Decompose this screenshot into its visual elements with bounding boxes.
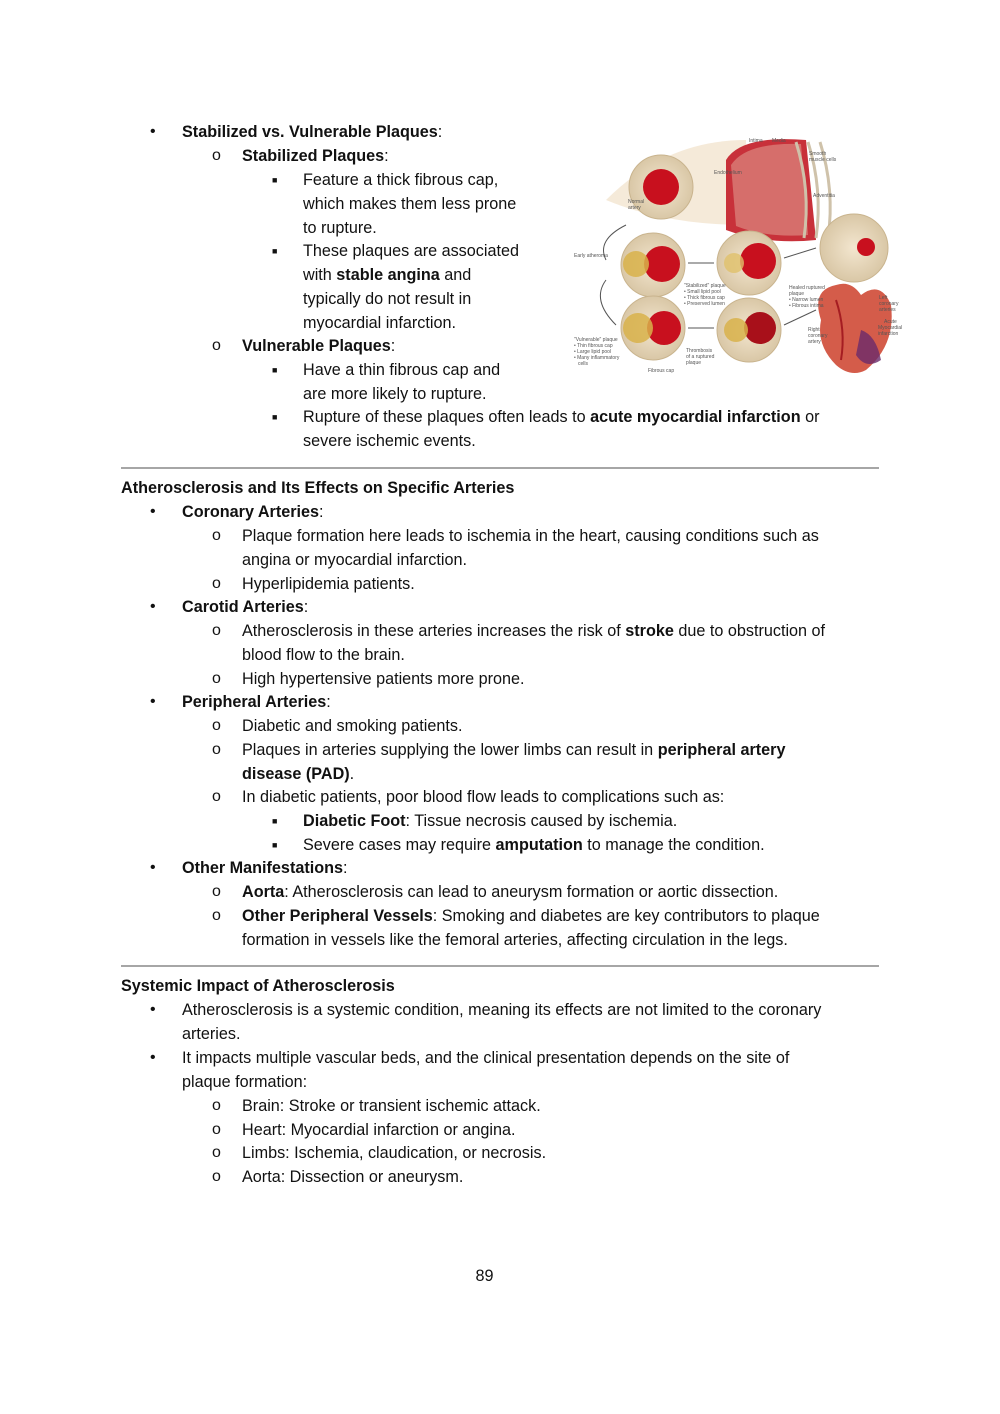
fig-label-healed-2: plaque (789, 291, 805, 297)
vulnerable-point-2-line-1: Rupture of these plaques often leads to acute myocardial infarction or (303, 408, 820, 426)
fig-label-vulnerable-4: • Many inflammatory (574, 355, 620, 361)
vulnerable-point-2-line-2: severe ischemic events. (303, 432, 476, 450)
diabetic-foot: Diabetic Foot: Tissue necrosis caused by ischemia. (303, 812, 678, 830)
peripheral-1: Diabetic and smoking patients. (242, 717, 463, 735)
bullet-circle: o (212, 1168, 221, 1185)
opv-line-1: Other Peripheral Vessels: Smoking and diabetes are key contributors to plaque (242, 907, 820, 925)
fig-label-thrombosis-1: Thrombosis (686, 348, 713, 354)
fig-label-right-coronary-1: Right (808, 327, 820, 333)
stabilized-point-1-line-1: Feature a thick fibrous cap, (303, 171, 499, 189)
aorta-item: Aorta: Atherosclerosis can lead to aneurysm formation or aortic dissection. (242, 883, 779, 901)
carotid-1-line-2: blood flow to the brain. (242, 646, 405, 664)
coronary-1-line-2: angina or myocardial infarction. (242, 551, 467, 569)
bullet-circle: o (212, 907, 221, 924)
fig-label-healed-4: • Fibrous intima (789, 303, 824, 309)
fig-label-left-coronary-1: Left (879, 295, 888, 301)
systemic-p2-line-2: plaque formation: (182, 1073, 308, 1091)
section-divider (121, 467, 879, 469)
fig-label-vulnerable-1: "Vulnerable" plaque (574, 337, 618, 343)
bullet-disc: • (150, 598, 156, 615)
bullet-circle: o (212, 883, 221, 900)
vulnerable-point-1-line-2: are more likely to rupture. (303, 385, 487, 403)
amputation: Severe cases may require amputation to manage the condition. (303, 836, 765, 854)
fig-label-vulnerable-3: • Large lipid pool (574, 349, 612, 355)
vulnerable-title: Vulnerable Plaques: (242, 337, 396, 355)
fig-label-smooth-1: Smooth (809, 151, 827, 157)
fig-label-ami-1: Acute (884, 319, 897, 325)
stabilized-point-2-line-4: myocardial infarction. (303, 314, 456, 332)
fig-label-thrombosis-2: of a ruptured (686, 354, 715, 360)
fig-label-left-coronary-2: coronary (879, 301, 899, 307)
other-title: Other Manifestations: (182, 859, 348, 877)
coronary-2: Hyperlipidemia patients. (242, 575, 415, 593)
fig-label-stabilized-2: • Small lipid pool (684, 289, 721, 295)
bullet-square: ■ (272, 412, 278, 422)
bullet-square: ■ (272, 840, 278, 850)
fig-label-ami-3: infarction (878, 331, 899, 337)
bullet-disc: • (150, 503, 156, 520)
fig-label-stabilized-3: • Thick fibrous cap (684, 295, 725, 301)
systemic-p2-line-1: It impacts multiple vascular beds, and the clinical presentation depends on the site of (182, 1049, 790, 1067)
peripheral-3: In diabetic patients, poor blood flow leads to complications such as: (242, 788, 725, 806)
bullet-circle: o (212, 527, 221, 544)
fig-label-vulnerable-5: cells (578, 361, 589, 367)
section-divider (121, 965, 879, 967)
systemic-p1-line-1: Atherosclerosis is a systemic condition, meaning its effects are not limited to the coronary (182, 1001, 822, 1019)
fig-label-early: Early atheroma (574, 253, 608, 259)
arteries-heading: Atherosclerosis and Its Effects on Specific Arteries (121, 479, 515, 497)
systemic-item: Limbs: Ischemia, claudication, or necrosis. (242, 1144, 547, 1162)
bullet-square: ■ (272, 816, 278, 826)
fig-label-vulnerable-2: • Thin fibrous cap (574, 343, 613, 349)
systemic-heading: Systemic Impact of Atherosclerosis (121, 977, 395, 995)
bullet-circle: o (212, 1097, 221, 1114)
bullet-disc: • (150, 1001, 156, 1018)
plaques-title: Stabilized vs. Vulnerable Plaques: (182, 123, 443, 141)
bullet-circle: o (212, 337, 221, 354)
stabilized-point-2-line-3: typically do not result in (303, 290, 472, 308)
vulnerable-point-1-line-1: Have a thin fibrous cap and (303, 361, 501, 379)
bullet-circle: o (212, 1144, 221, 1161)
fig-label-right-coronary-2: coronary (808, 333, 828, 339)
fig-label-thrombosis-3: plaque (686, 360, 702, 366)
bullet-circle: o (212, 575, 221, 592)
bullet-circle: o (212, 147, 221, 164)
stabilized-point-1-line-2: which makes them less prone (303, 195, 517, 213)
bullet-disc: • (150, 123, 156, 140)
fig-label-left-coronary-3: arteries (879, 307, 896, 313)
fig-label-ami-2: Myocardial (878, 325, 903, 331)
systemic-item: Brain: Stroke or transient ischemic attack. (242, 1097, 541, 1115)
fig-label-healed-1: Healed ruptured (789, 285, 825, 291)
fig-label-media: Media (772, 138, 786, 144)
fig-label-stabilized-1: "Stabilized" plaque (684, 283, 726, 289)
fig-label-normal-2: artery (628, 205, 641, 211)
bullet-square: ■ (272, 175, 278, 185)
systemic-p1-line-2: arteries. (182, 1025, 241, 1043)
bullet-disc: • (150, 693, 156, 710)
stabilized-point-1-line-3: to rupture. (303, 219, 377, 237)
bullet-circle: o (212, 622, 221, 639)
opv-line-2: formation in vessels like the femoral arteries, affecting circulation in the legs. (242, 931, 788, 949)
fig-label-adventitia: Adventitia (813, 193, 835, 199)
peripheral-2-line-2: disease (PAD). (242, 765, 355, 783)
fig-label-fibrous-cap: Fibrous cap (648, 368, 675, 374)
peripheral-title: Peripheral Arteries: (182, 693, 331, 711)
bullet-square: ■ (272, 246, 278, 256)
fig-label-stabilized-4: • Preserved lumen (684, 301, 725, 307)
page-number: 89 (475, 1267, 494, 1285)
fig-label-healed-3: • Narrow lumen (789, 297, 824, 303)
fig-label-right-coronary-3: artery (808, 339, 821, 345)
fig-label-intima: Intima (749, 138, 763, 144)
fig-label-normal-1: Normal (628, 199, 645, 205)
fig-label-endothelium: Endothelium (714, 170, 742, 176)
bullet-circle: o (212, 670, 221, 687)
bullet-disc: • (150, 1049, 156, 1066)
systemic-item: Heart: Myocardial infarction or angina. (242, 1121, 516, 1139)
systemic-item: Aorta: Dissection or aneurysm. (242, 1168, 464, 1186)
bullet-circle: o (212, 717, 221, 734)
bullet-square: ■ (272, 365, 278, 375)
fig-label-smooth-2: muscle cells (809, 157, 837, 163)
bullet-circle: o (212, 788, 221, 805)
coronary-title: Coronary Arteries: (182, 503, 324, 521)
carotid-title: Carotid Arteries: (182, 598, 309, 616)
coronary-1-line-1: Plaque formation here leads to ischemia in the heart, causing conditions such as (242, 527, 819, 545)
carotid-1-line-1: Atherosclerosis in these arteries increases the risk of stroke due to obstruction of (242, 622, 826, 640)
bullet-circle: o (212, 741, 221, 758)
atherosclerosis-figure (566, 130, 903, 378)
carotid-2: High hypertensive patients more prone. (242, 670, 525, 688)
bullet-circle: o (212, 1121, 221, 1138)
stabilized-title: Stabilized Plaques: (242, 147, 389, 165)
stabilized-point-2-line-1: These plaques are associated (303, 242, 519, 260)
peripheral-2-line-1: Plaques in arteries supplying the lower limbs can result in peripheral artery (242, 741, 786, 759)
bullet-disc: • (150, 859, 156, 876)
stabilized-point-2-line-2: with stable angina and (303, 266, 472, 284)
